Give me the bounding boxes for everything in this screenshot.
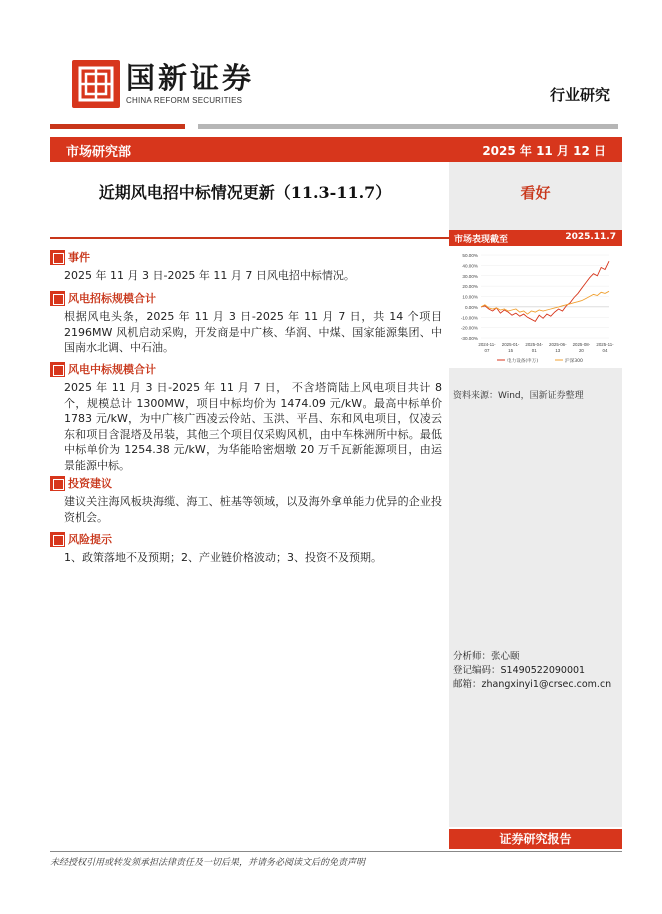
market-performance-date: 2025.11.7	[565, 232, 616, 242]
report-type: 行业研究	[549, 86, 610, 104]
section-title: 风险提示	[68, 533, 112, 546]
section-bullet-icon	[50, 532, 65, 547]
section-bullet-icon	[50, 362, 65, 377]
brand-logo	[72, 60, 120, 108]
x-tick-label: 2025-08-	[572, 342, 591, 347]
section-header	[50, 360, 442, 378]
series-line	[481, 261, 609, 321]
market-performance-label: 市场表现截至	[454, 235, 509, 245]
chart-source: 资料来源：Wind，国新证券整理	[453, 391, 584, 401]
legend-label: 沪深300	[565, 358, 583, 364]
section-body: 根据风电头条，2025 年 11 月 3 日-2025 年 11 月 7 日，共 14 个项目 2196MW 风机启动采购，开发商是中广核、华润、中煤、国家能源集团、中国南水北调、中石油。	[64, 310, 442, 354]
section-header	[50, 530, 442, 548]
section-award-scale	[50, 360, 442, 473]
y-tick-label: 0.00%	[464, 304, 478, 310]
footer-disclaimer: 未经授权引用或转发须承担法律责任及一切后果，并请务必阅读文后的免责声明	[50, 858, 366, 868]
section-title: 事件	[68, 251, 90, 264]
section-title: 投资建议	[68, 477, 112, 490]
x-tick-label: 07	[484, 348, 490, 353]
section-header	[50, 248, 442, 266]
section-header	[50, 474, 442, 492]
y-tick-label: 10.00%	[462, 294, 478, 300]
department-bar	[50, 137, 622, 162]
brand-name-cn: 国新证券	[126, 61, 255, 95]
report-date: 2025 年 11 月 12 日	[482, 144, 606, 158]
x-tick-label: 2025-01-	[501, 342, 520, 347]
header-divider-gray	[198, 124, 618, 129]
x-tick-label: 2024-11-	[478, 342, 496, 347]
brand	[126, 62, 254, 105]
section-tender-scale	[50, 289, 442, 356]
y-tick-label: -10.00%	[460, 315, 478, 321]
section-bullet-icon	[50, 250, 65, 265]
y-tick-label: 20.00%	[462, 284, 478, 290]
footer-divider	[50, 851, 622, 852]
x-tick-label: 2025-06-	[549, 342, 567, 347]
section-body: 2025 年 11 月 3 日-2025 年 11 月 7 日风电招中标情况。	[64, 269, 355, 282]
market-chart-container	[449, 246, 622, 368]
title-separator	[50, 237, 449, 239]
x-tick-label: 15	[508, 348, 514, 353]
y-tick-label: 30.00%	[462, 273, 478, 279]
section-body: 建议关注海风板块海缆、海工、桩基等领域，以及海外拿单能力优异的企业投资机会。	[64, 495, 442, 524]
section-header	[50, 289, 442, 307]
section-body: 1、政策落地不及预期；2、产业链价格波动；3、投资不及预期。	[64, 551, 382, 564]
section-title: 风电中标规模合计	[68, 363, 156, 376]
logo-mark-icon	[72, 60, 120, 108]
section-risk	[50, 530, 442, 566]
section-investment-advice	[50, 474, 442, 525]
section-body: 2025 年 11 月 3 日-2025 年 11 月 7 日， 不含塔筒陆上风电项目共计 8 个，规模总计 1300MW，项目中标均价为 1474.09 元/kW。最高中标单价 1783 元/kW，为中广核广西凌云伶站、玉洪、平昌、东和风电项目，仅凌云东和项目含混塔及吊装，其他三个项目仅采购风机，由中车株洲所中标。最低中标单价为 1254.38 元/kW，为华能哈密烟墩 20 万千瓦新能源项目，由运景能源中标。	[64, 381, 442, 472]
y-tick-label: 40.00%	[462, 263, 478, 269]
x-tick-label: 2025-11-	[596, 342, 614, 347]
report-title: 近期风电招中标情况更新（11.3-11.7）	[98, 183, 392, 202]
series-line	[481, 291, 609, 314]
rating-badge: 看好	[520, 184, 551, 202]
x-tick-label: 2025-04-	[525, 342, 543, 347]
y-tick-label: -30.00%	[460, 336, 478, 341]
footer-label: 证券研究报告	[449, 829, 622, 849]
x-tick-label: 04	[602, 348, 608, 353]
analyst-name: 分析师：张心颐	[453, 651, 520, 662]
y-tick-label: 50.00%	[462, 253, 478, 258]
y-tick-label: -20.00%	[460, 325, 478, 331]
legend-label: 电力设备(申万)	[507, 358, 539, 364]
market-performance-header	[449, 230, 622, 246]
header-divider-red	[50, 124, 185, 129]
market-performance-chart	[449, 246, 622, 368]
analyst-registration: 登记编码：S1490522090001	[453, 665, 586, 676]
x-tick-label: 13	[555, 348, 561, 353]
x-tick-label: 20	[578, 348, 584, 353]
section-bullet-icon	[50, 291, 65, 306]
section-event	[50, 248, 442, 284]
x-tick-label: 01	[531, 348, 537, 353]
analyst-email[interactable]: 邮箱：zhangxinyi1@crsec.com.cn	[453, 679, 612, 690]
brand-name-en: CHINA REFORM SECURITIES	[126, 96, 243, 105]
section-bullet-icon	[50, 476, 65, 491]
section-title: 风电招标规模合计	[68, 292, 156, 305]
department-label: 市场研究部	[66, 145, 132, 160]
